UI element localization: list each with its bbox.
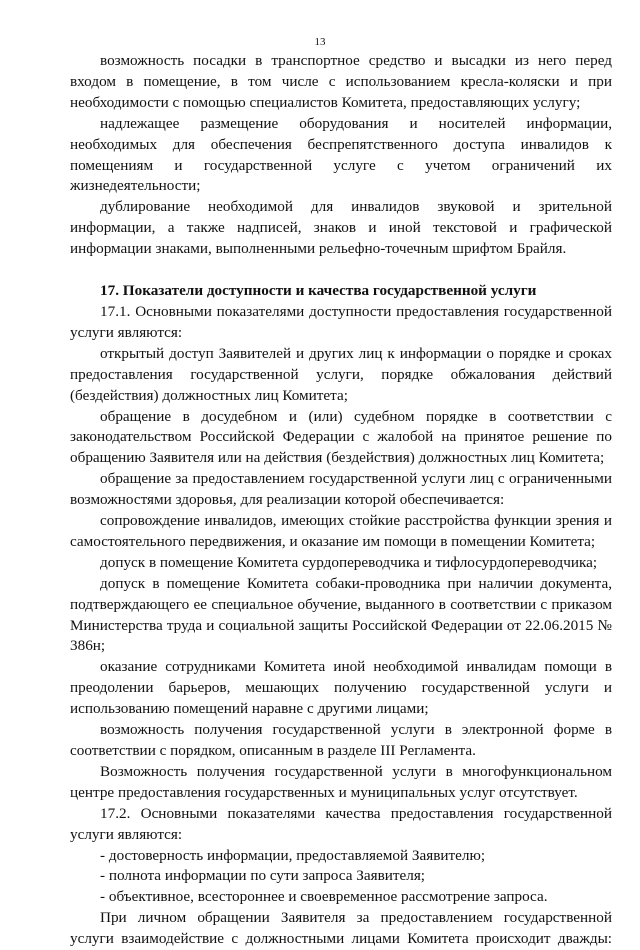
paragraph-open-access: открытый доступ Заявителей и других лиц к информации о порядке и сроках предоставления государственной услуги, порядке обжалования действий (бездействия) должностных лиц Комитета; — [70, 344, 612, 404]
paragraph-17-1: 17.1. Основными показателями доступности предоставления государственной услуги являются: — [70, 302, 612, 341]
list-item: - полнота информации по сути запроса Заявителя; — [100, 867, 426, 885]
paragraph-electronic: возможность получения государственной услуги в электронной форме в соответствии с порядком, описанным в разделе III Регламента. — [70, 721, 612, 759]
paragraph-braille: дублирование необходимой для инвалидов звуковой и зрительной информации, а также надписей, знаков и иной текстовой и графической информации знаками, выполненными рельефно-точечным шрифтом Брайля. — [70, 198, 612, 258]
paragraph-guide-dog: допуск в помещение Комитета собаки-проводника при наличии документа, подтверждающего ее специальное обучение, выданного в соответствии с приказом Министерства труда и социальной защиты Российской Федерации от 22.06.2015 № 386н; — [70, 574, 612, 655]
list-item: - объективное, всестороннее и своевременное рассмотрение запроса. — [100, 888, 548, 906]
paragraph-personal-visit: При личном обращении Заявителя за предоставлением государственной услуги взаимодействие с должностными лицами Комитета происходит дважды: — [70, 909, 612, 948]
paragraph-equipment: надлежащее размещение оборудования и носителей информации, необходимых для обеспечения беспрепятственного доступа инвалидов к помещениям и государственной услуге с учетом ограничений их жизнедеятельности; — [70, 114, 612, 195]
document-body — [70, 51, 612, 950]
section-heading: 17. Показатели доступности и качества государственной услуги — [100, 282, 537, 300]
paragraph-assistance: оказание сотрудниками Комитета иной необходимой инвалидам помощи в преодолении барьеров, мешающих получению государственной услуги и использованию помещений наравне с другими лицами; — [70, 658, 612, 718]
paragraph-disabled-access: обращение за предоставлением государственной услуги лиц с ограниченными возможностями здоровья, для реализации которой обеспечивается: — [70, 470, 612, 509]
paragraph-boarding: возможность посадки в транспортное средство и высадки из него перед входом в помещение, в том числе с использованием кресла-коляски и при необходимости с помощью специалистов Комитета, предоставляющих услугу; — [70, 52, 612, 111]
paragraph-17-2: 17.2. Основными показателями качества предоставления государственной услуги являются: — [70, 804, 612, 843]
paragraph-escort: сопровождение инвалидов, имеющих стойкие расстройства функции зрения и самостоятельного передвижения, и оказание им помощи в помещении Комитета; — [70, 512, 612, 550]
list-item: - достоверность информации, предоставляемой Заявителю; — [100, 846, 486, 864]
paragraph-appeal: обращение в досудебном и (или) судебном порядке в соответствии с законодательством Российской Федерации с жалобой на принятое решение по обращению Заявителя или на действия (бездействия) должностных лиц Комитета; — [70, 407, 612, 467]
paragraph-mfc: Возможность получения государственной услуги в многофункциональном центре предоставления государственных и муниципальных услуг отсутствует. — [70, 762, 612, 801]
paragraph-interpreter: допуск в помещение Комитета сурдопереводчика и тифлосурдопереводчика; — [100, 553, 598, 571]
page-number: 13 — [314, 36, 326, 48]
